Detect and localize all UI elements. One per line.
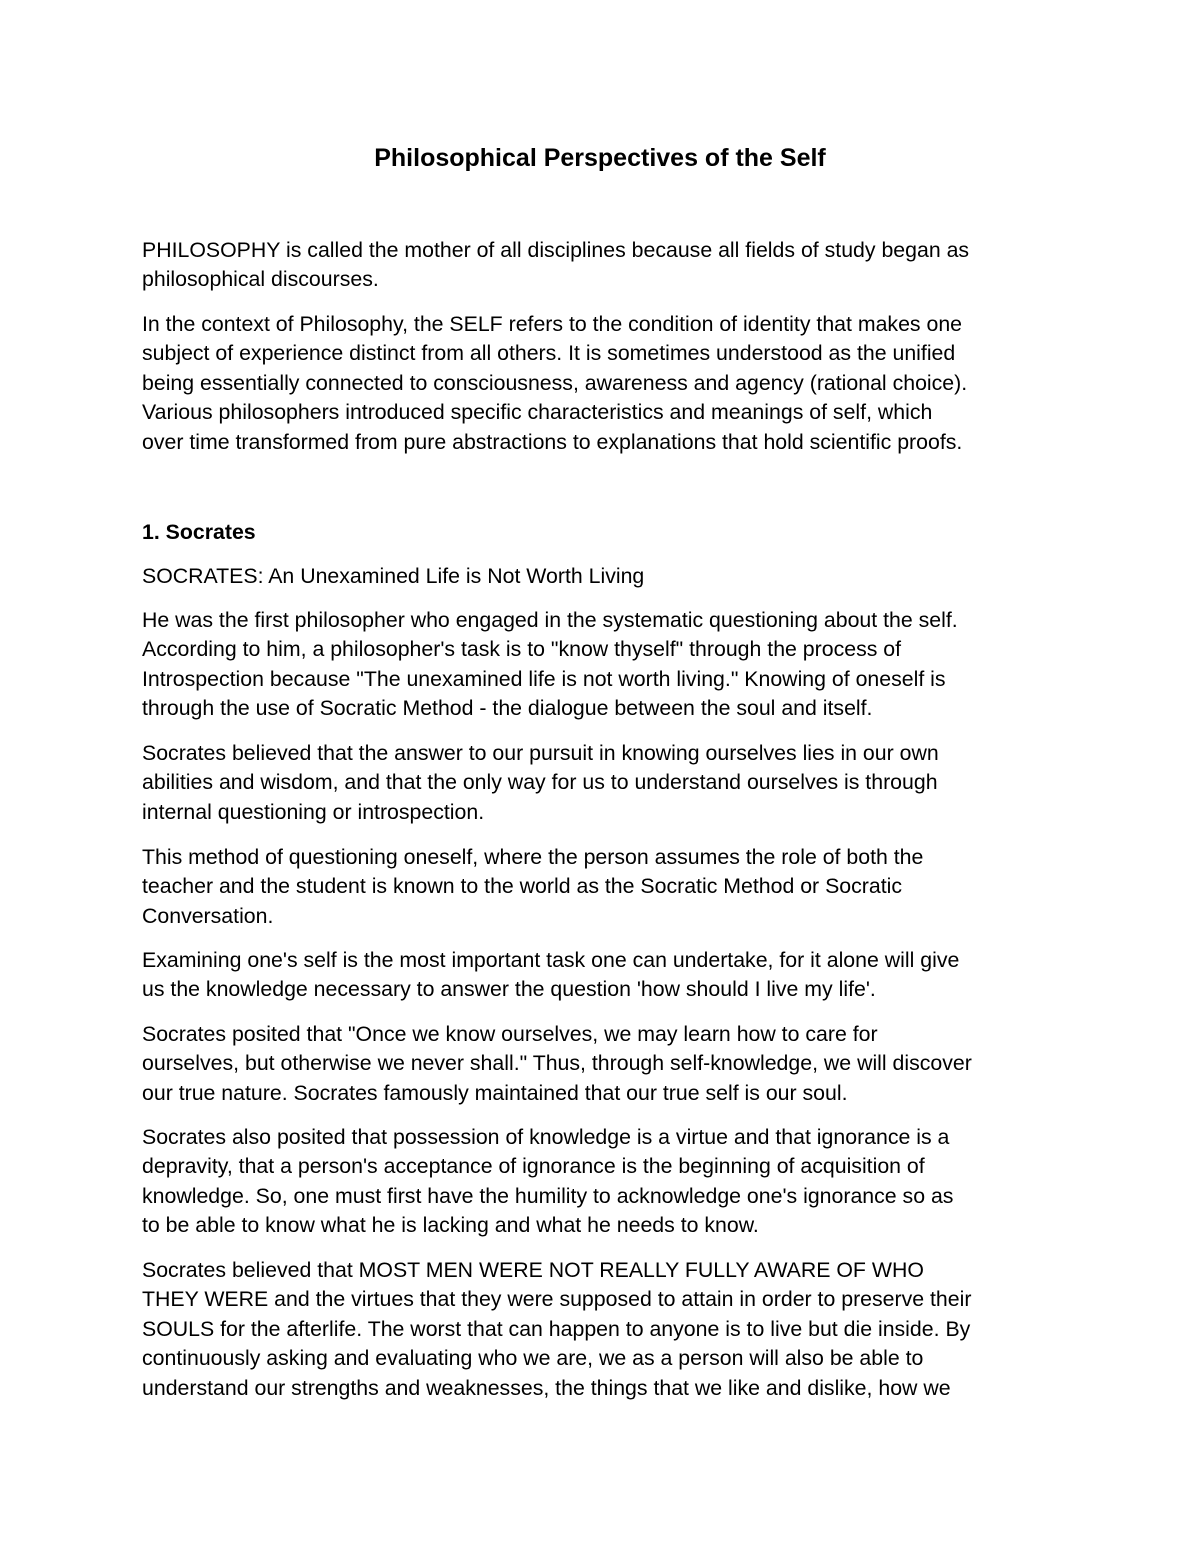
section-subtitle: SOCRATES: An Unexamined Life is Not Worth Living — [142, 564, 645, 588]
page-title: Philosophical Perspectives of the Self — [374, 144, 826, 172]
socrates-paragraph-5: Socrates posited that "Once we know ourselves, we may learn how to care for ourselves, but otherwise we never shall." Thus, through self-knowledge, we will discover our true nature. Socrates famously maintained that our true self is our soul. — [142, 1022, 972, 1105]
intro-paragraph-1: PHILOSOPHY is called the mother of all disciplines because all fields of study began as philosophical discourses. — [142, 238, 970, 292]
intro-paragraph-2: In the context of Philosophy, the SELF refers to the condition of identity that makes one subject of experience distinct from all others. It is sometimes understood as the unified being essentially connected to consciousness, awareness and agency (rational choice). Various philosophers introduced specific characteristics and meanings of self, which over time transformed from pure abstractions to explanations that hold scientific proofs. — [142, 312, 968, 454]
socrates-paragraph-2: Socrates believed that the answer to our pursuit in knowing ourselves lies in our own abilities and wisdom, and that the only way for us to understand ourselves is through internal questioning or introspection. — [142, 741, 939, 824]
socrates-paragraph-1: He was the first philosopher who engaged in the systematic questioning about the self. According to him, a philosopher's task is to "know thyself" through the process of Introspection because "The unexamined life is not worth living." Knowing of oneself is through the use of Socratic Method - the dialogue between the soul and itself. — [142, 608, 958, 721]
socrates-paragraph-6: Socrates also posited that possession of knowledge is a virtue and that ignorance is a depravity, that a person's acceptance of ignorance is the beginning of acquisition of knowledge. So, one must first have the humility to acknowledge one's ignorance so as to be able to know what he is lacking and what he needs to know. — [142, 1125, 954, 1238]
socrates-paragraph-3: This method of questioning oneself, where the person assumes the role of both the teacher and the student is known to the world as the Socratic Method or Socratic Conversation. — [142, 845, 924, 928]
socrates-paragraph-4: Examining one's self is the most important task one can undertake, for it alone will give us the knowledge necessary to answer the question 'how should I live my life'. — [142, 948, 960, 1002]
section-heading-socrates: 1. Socrates — [142, 520, 256, 544]
socrates-paragraph-7: Socrates believed that MOST MEN WERE NOT REALLY FULLY AWARE OF WHO THEY WERE and the virtues that they were supposed to attain in order to preserve their SOULS for the afterlife. The worst that can happen to anyone is to live but die inside. By continuously asking and evaluating who we are, we as a person will also be able to understand our strengths and weaknesses, the things that we like and dislike, how we — [142, 1258, 972, 1400]
